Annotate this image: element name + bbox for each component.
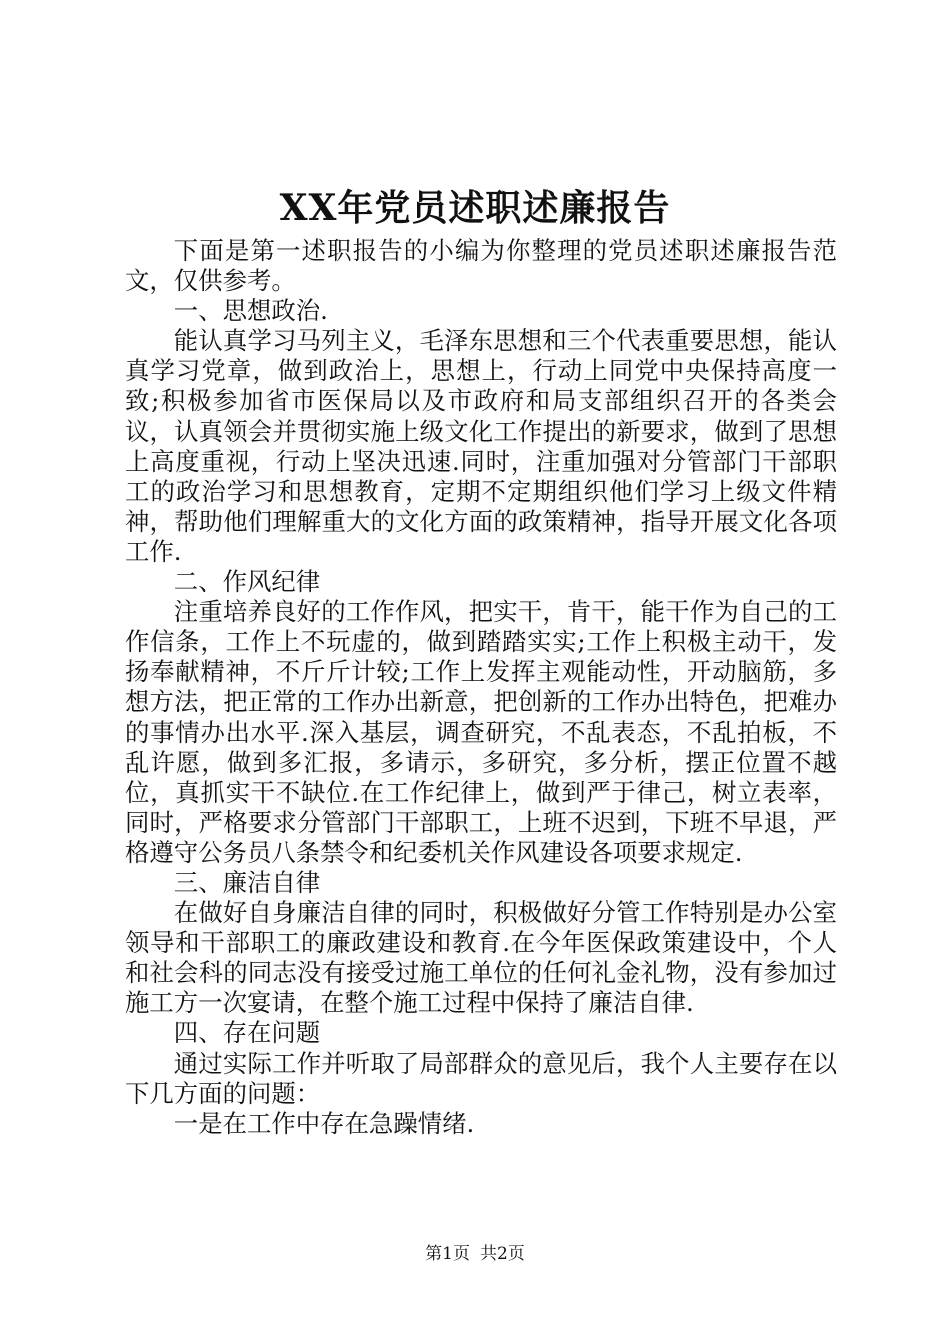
section-heading-integrity: 三、廉洁自律 [173, 867, 321, 897]
section-heading-ideology: 一、思想政治. [173, 296, 328, 326]
section-heading-discipline: 二、作风纪律 [173, 567, 321, 597]
paragraph-problem-1: 一是在工作中存在急躁情绪. [173, 1108, 475, 1138]
paragraph-discipline: 注重培养良好的工作作风，把实干，肯干，能干作为自己的工作信条，工作上不玩虚的，做到踏踏实实;工作上积极主动干，发扬奉献精神，不斤斤计较;工作上发挥主观能动性，开动脑筋，多想方法，把正常的工作办出新意，把创新的工作办出特色，把难办的事情办出水平.深入基层，调查研究，不乱表态，不乱拍板，不乱许愿，做到多汇报，多请示，多研究，多分析，摆正位置不越位，真抓实干不缺位.在工作纪律上，做到严于律己，树立表率，同时，严格要求分管部门干部职工，上班不迟到，下班不早退，严格遵守公务员八条禁令和纪委机关作风建设各项要求规定. [125, 597, 837, 867]
paragraph-ideology: 能认真学习马列主义，毛泽东思想和三个代表重要思想，能认真学习党章，做到政治上，思想上，行动上同党中央保持高度一致;积极参加省市医保局以及市政府和局支部组织召开的各类会议，认真领会并贯彻实施上级文化工作提出的新要求，做到了思想上高度重视，行动上坚决迅速.同时，注重加强对分管部门干部职工的政治学习和思想教育，定期不定期组织他们学习上级文件精神，帮助他们理解重大的文化方面的政策精神，指导开展文化各项工作. [125, 326, 837, 566]
page-number: 第1页 [425, 1244, 470, 1264]
paragraph-problems: 通过实际工作并听取了局部群众的意见后，我个人主要存在以下几方面的问题： [125, 1048, 837, 1108]
paragraph-intro: 下面是第一述职报告的小编为你整理的党员述职述廉报告范文，仅供参考。 [125, 236, 837, 296]
document-title: XX年党员述职述廉报告 [279, 187, 671, 229]
paragraph-integrity: 在做好自身廉洁自律的同时，积极做好分管工作特别是办公室领导和干部职工的廉政建设和教育.在今年医保政策建设中，个人和社会科的同志没有接受过施工单位的任何礼金礼物，没有参加过施工方一次宴请，在整个施工过程中保持了廉洁自律. [125, 898, 837, 1018]
page-total: 共2页 [480, 1244, 525, 1264]
page-footer [0, 1242, 950, 1266]
section-heading-problems: 四、存在问题 [173, 1018, 321, 1048]
document-body [125, 236, 837, 1139]
